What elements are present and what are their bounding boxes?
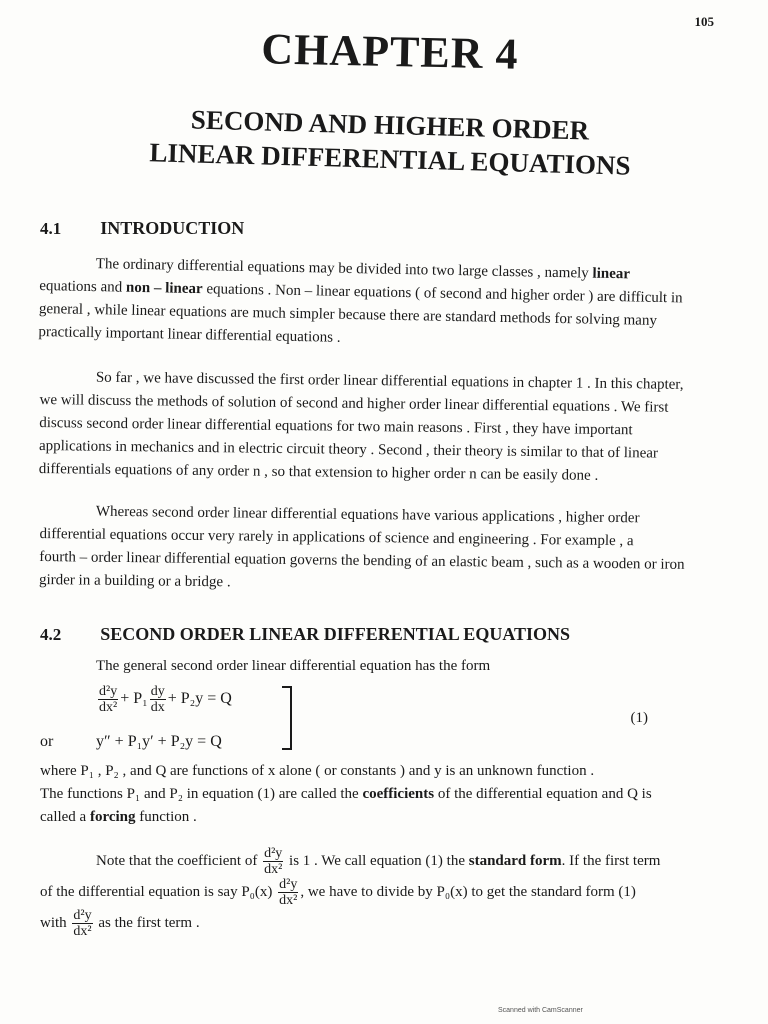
intro-paragraph-1: [38, 252, 730, 357]
text-line: function .: [135, 809, 197, 825]
bold-term: linear: [592, 265, 631, 283]
text-line: differentials equations of any order n , so that extension to higher order n can be easily done .: [38, 460, 599, 484]
fraction-d2y-dx2: $\frac{\text{d²y}}{\text{dx²}}$: [264, 846, 283, 878]
equation-bracket: [282, 686, 292, 750]
text-line: of the differential equation and Q is: [434, 786, 652, 802]
section2-paragraph-2: [40, 846, 730, 939]
section2-paragraph-1: [40, 760, 730, 829]
bold-term: non – linear: [125, 279, 203, 298]
text-line: differential equations occur very rarely in applications of science and engineering . For example , a: [39, 525, 634, 550]
chapter-heading: CHAPTER 4: [260, 24, 520, 79]
text-line: The ordinary differential equations may be divided into two large classes , namely: [95, 256, 593, 282]
text-line: girder in a building or a bridge .: [38, 571, 231, 591]
scanner-watermark: Scanned with CamScanner: [498, 1007, 583, 1014]
equation-or-label: or: [40, 733, 54, 750]
fraction-dy-dx: $\frac{dy}{dx}$: [150, 684, 165, 715]
text-line: where P₁ , P₂ , and Q are functions of x alone ( or constants ) and y is an unknown function .: [40, 763, 595, 779]
text-line: of the differential equation is say P₀(x): [40, 884, 273, 901]
text-line: equations . Non – linear equations ( of second and higher order ) are difficult in: [202, 281, 683, 307]
section-title: INTRODUCTION: [100, 218, 245, 238]
text-line: practically important linear differential equations .: [38, 323, 341, 346]
text-line: Note that the coefficient of: [96, 853, 258, 869]
section-title: SECOND ORDER LINEAR DIFFERENTIAL EQUATIONS: [100, 624, 570, 644]
chapter-title-line2: LINEAR DIFFERENTIAL EQUATIONS: [149, 137, 631, 181]
text-line: discuss second order linear differential equations for two main reasons . First , they have important: [39, 414, 633, 439]
section-heading-4-1: [40, 218, 244, 239]
text-line: general , while linear equations are much simpler because there are standard methods for solving many: [38, 300, 658, 329]
bold-term: coefficients: [362, 786, 435, 802]
chapter-title-line1: SECOND AND HIGHER ORDER: [190, 104, 590, 146]
text-line: So far , we have discussed the first order linear differential equations in chapter 1 . In this chapter,: [95, 369, 684, 393]
section2-intro: The general second order linear differential equation has the form: [96, 658, 491, 674]
text-line: we will discuss the methods of solution of second and higher order linear differential equations . We first: [39, 391, 669, 416]
bold-term: forcing: [89, 809, 136, 825]
text-line: with: [40, 915, 67, 932]
section-heading-4-2: [40, 624, 570, 645]
text-line: The functions P₁ and P₂ in equation (1) are called the: [40, 786, 363, 802]
intro-paragraph-2: [39, 366, 730, 489]
fraction-d2y-dx2: $\frac{\text{d²y}}{\text{dx²}}$: [73, 908, 92, 940]
text-line: called a: [40, 809, 90, 825]
equation-line-1: $\frac{\text{d²y}}{\text{dx²}}$ + P₁ $\frac{dy}{dx}$ + P₂y = Q: [99, 684, 232, 715]
section-number: 4.1: [40, 219, 62, 238]
text-line: equations and: [39, 277, 127, 296]
text-line: as the first term .: [98, 915, 200, 932]
intro-paragraph-3: [39, 500, 730, 600]
text-line: . If the first term: [561, 853, 661, 869]
equation-number: (1): [630, 710, 648, 726]
text-line: fourth – order linear differential equation governs the bending of an elastic beam , such as a wooden or iron: [39, 548, 685, 573]
text-line: , we have to divide by P₀(x) to get the standard form (1): [300, 884, 636, 901]
fraction-d2y-dx2: $\frac{\text{d²y}}{\text{dx²}}$: [279, 877, 298, 909]
equation-line-2: y″ + P₁y′ + P₂y = Q: [96, 733, 222, 750]
text-line: is 1 . We call equation (1) the: [289, 853, 469, 869]
fraction-d2y-dx2: $\frac{\text{d²y}}{\text{dx²}}$: [99, 684, 118, 715]
page-number: 105: [694, 14, 714, 29]
text-line: Whereas second order linear differential equations have various applications , higher order: [95, 503, 640, 527]
text-line: applications in mechanics and in electric circuit theory . Second , their theory is similar to that of linear: [38, 437, 659, 462]
bold-term: standard form: [468, 853, 562, 869]
section-number: 4.2: [40, 625, 62, 644]
